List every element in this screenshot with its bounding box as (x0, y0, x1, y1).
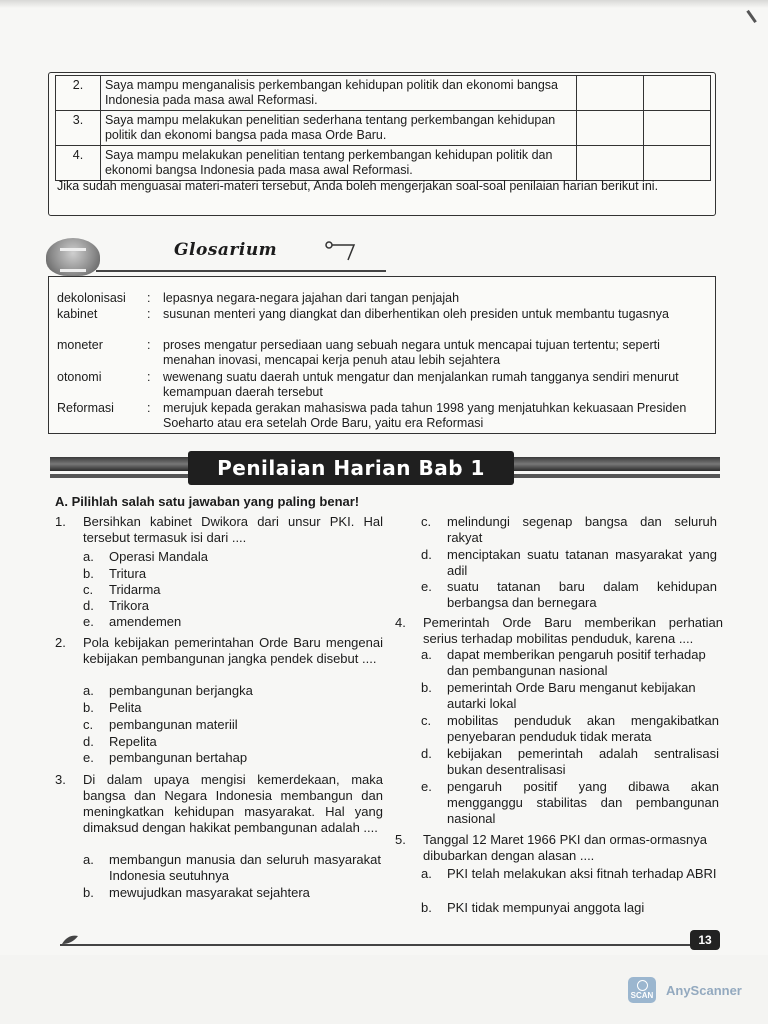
table-row (56, 76, 711, 111)
checklist-note: Jika sudah menguasai materi-materi tersebut, Anda boleh mengerjakan soal-soal penilaian harian berikut ini. (57, 179, 659, 193)
option-text: Tritura (109, 566, 147, 581)
section-banner: Penilaian Harian Bab 1 (188, 451, 514, 485)
scanner-logo-text: SCAN (630, 991, 654, 1000)
glossary-term: Reformasi (57, 401, 114, 415)
option-text: pemerintah Orde Baru menganut kebijakan autarki lokal (447, 680, 696, 711)
option-letter: b. (421, 680, 432, 695)
checklist-table (55, 75, 711, 181)
option-letter: c. (421, 713, 432, 728)
question-number: 2. (55, 635, 66, 650)
option-letter: d. (83, 734, 94, 749)
option-letter: c. (421, 514, 432, 529)
glossary-definition: wewenang suatu daerah untuk mengatur dan menjalankan rumah tangganya sendiri menurut kemampuan daerah tersebut (163, 370, 679, 399)
row-statement: Saya mampu melakukan penelitian tentang perkembangan kehidupan politik dan ekonomi bangsa Indonesia pada masa awal Reformasi. (100, 146, 576, 181)
option-letter: d. (421, 746, 432, 761)
glossary-term: otonomi (57, 370, 102, 384)
option-text: Trikora (109, 598, 149, 613)
option-text: PKI telah melakukan aksi fitnah terhadap ABRI (447, 866, 717, 881)
row-number: 4. (56, 146, 101, 181)
question-text: Pemerintah Orde Baru memberikan perhatian serius terhadap mobilitas penduduk, karena .... (423, 615, 723, 646)
checkbox-cell (644, 146, 711, 181)
table-row (56, 111, 711, 146)
option-letter: e. (421, 779, 432, 794)
option-text: pembangunan berjangka (109, 683, 253, 698)
divider (96, 270, 386, 272)
option-letter: b. (421, 900, 432, 915)
option-text: Pelita (109, 700, 142, 715)
table-row (56, 146, 711, 181)
question-number: 4. (395, 615, 406, 630)
option-text: dapat memberikan pengaruh positif terhadap dan pembangunan nasional (447, 647, 706, 678)
option-text: menciptakan suatu tatanan masyarakat yang adil (447, 547, 717, 578)
glosarium-title: Glosarium (174, 240, 278, 260)
footer-divider (60, 944, 700, 946)
scanner-logo-icon (628, 977, 656, 1003)
section-instruction: A. Pilihlah salah satu jawaban yang paling benar! (55, 494, 360, 509)
glosarium-header (42, 236, 372, 278)
question-text: Pola kebijakan pemerintahan Orde Baru mengenai kebijakan pembangunan jangka pendek disebut .... (83, 635, 383, 666)
page-number: 13 (690, 930, 720, 950)
option-text: kebijakan pemerintah adalah sentralisasi bukan desentralisasi (447, 746, 719, 777)
glossary-term: moneter (57, 338, 103, 352)
option-letter: a. (83, 852, 94, 867)
option-letter: b. (83, 885, 94, 900)
scanner-app-name: AnyScanner (666, 983, 742, 998)
option-letter: c. (83, 717, 94, 732)
option-text: Repelita (109, 734, 157, 749)
row-number: 3. (56, 111, 101, 146)
option-letter: a. (421, 866, 432, 881)
option-letter: d. (421, 547, 432, 562)
colon: : (147, 370, 151, 384)
glossary-term: kabinet (57, 307, 98, 321)
option-letter: a. (83, 549, 94, 564)
question-number: 5. (395, 832, 406, 847)
row-statement: Saya mampu melakukan penelitian sederhana tentang perkembangan kehidupan politik dan ekonomi bangsa pada masa Orde Baru. (100, 111, 576, 146)
option-text: amendemen (109, 614, 182, 629)
glossary-definition: susunan menteri yang diangkat dan diberhentikan oleh presiden untuk membantu tugasnya (163, 307, 669, 321)
glossary-term: dekolonisasi (57, 291, 126, 305)
pin-icon (324, 240, 364, 264)
question-text: Tanggal 12 Maret 1966 PKI dan ormas-ormasnya dibubarkan dengan alasan .... (423, 832, 707, 863)
option-text: pembangunan materiil (109, 717, 238, 732)
checkbox-cell (577, 76, 644, 111)
option-text: mobilitas penduduk akan mengakibatkan penyebaran penduduk tidak merata (447, 713, 719, 744)
option-text: melindungi segenap bangsa dan seluruh rakyat (447, 514, 717, 545)
checkbox-cell (577, 111, 644, 146)
option-text: PKI tidak mempunyai anggota lagi (447, 900, 645, 915)
option-letter: d. (83, 598, 94, 613)
glossary-definition: merujuk kepada gerakan mahasiswa pada tahun 1998 yang menjatuhkan kekuasaan Presiden Soeharto atau era setelah Orde Baru, yaitu era Reformasi (163, 401, 687, 430)
option-text: suatu tatanan baru dalam kehidupan berbangsa dan bernegara (447, 579, 717, 610)
option-text: Operasi Mandala (109, 549, 208, 564)
colon: : (147, 401, 151, 415)
colon: : (147, 291, 151, 305)
books-icon (46, 238, 100, 276)
option-letter: e. (83, 614, 94, 629)
row-statement: Saya mampu menganalisis perkembangan kehidupan politik dan ekonomi bangsa Indonesia pada masa awal Reformasi. (100, 76, 576, 111)
checklist-box (48, 72, 716, 216)
option-text: Tridarma (109, 582, 161, 597)
checkbox-cell (644, 111, 711, 146)
question-number: 3. (55, 772, 66, 787)
glossary-definition: proses mengatur persediaan uang sebuah negara untuk mencapai tujuan tertentu; seperti menahan inovasi, mencapai kerja penuh atau lebih sejahtera (163, 338, 660, 367)
option-text: pembangunan bertahap (109, 750, 248, 765)
option-letter: b. (83, 700, 94, 715)
option-letter: e. (83, 750, 94, 765)
question-text: Bersihkan kabinet Dwikora dari unsur PKI. Hal tersebut termasuk isi dari .... (83, 514, 383, 545)
option-letter: a. (83, 683, 94, 698)
option-letter: e. (421, 579, 432, 594)
glosarium-box (48, 276, 716, 434)
option-letter: b. (83, 566, 94, 581)
option-text: membangun manusia dan seluruh masyarakat Indonesia seutuhnya (109, 852, 381, 883)
row-number: 2. (56, 76, 101, 111)
option-letter: c. (83, 582, 94, 597)
glossary-definition: lepasnya negara-negara jajahan dari tangan penjajah (163, 291, 460, 305)
checkbox-cell (644, 76, 711, 111)
colon: : (147, 338, 151, 352)
option-text: mewujudkan masyarakat sejahtera (109, 885, 310, 900)
question-text: Di dalam upaya mengisi kemerdekaan, maka bangsa dan Negara Indonesia membangun dan meningkatkan kehidupan masyarakat. Hal yang dimaksud dengan hakikat pembangunan adalah .... (83, 772, 383, 835)
option-letter: a. (421, 647, 432, 662)
question-number: 1. (55, 514, 66, 529)
option-text: pengaruh positif yang dibawa akan mengganggu stabilitas dan pembangunan nasional (447, 779, 719, 826)
checkbox-cell (577, 146, 644, 181)
page-edge-shadow (0, 0, 768, 8)
colon: : (147, 307, 151, 321)
